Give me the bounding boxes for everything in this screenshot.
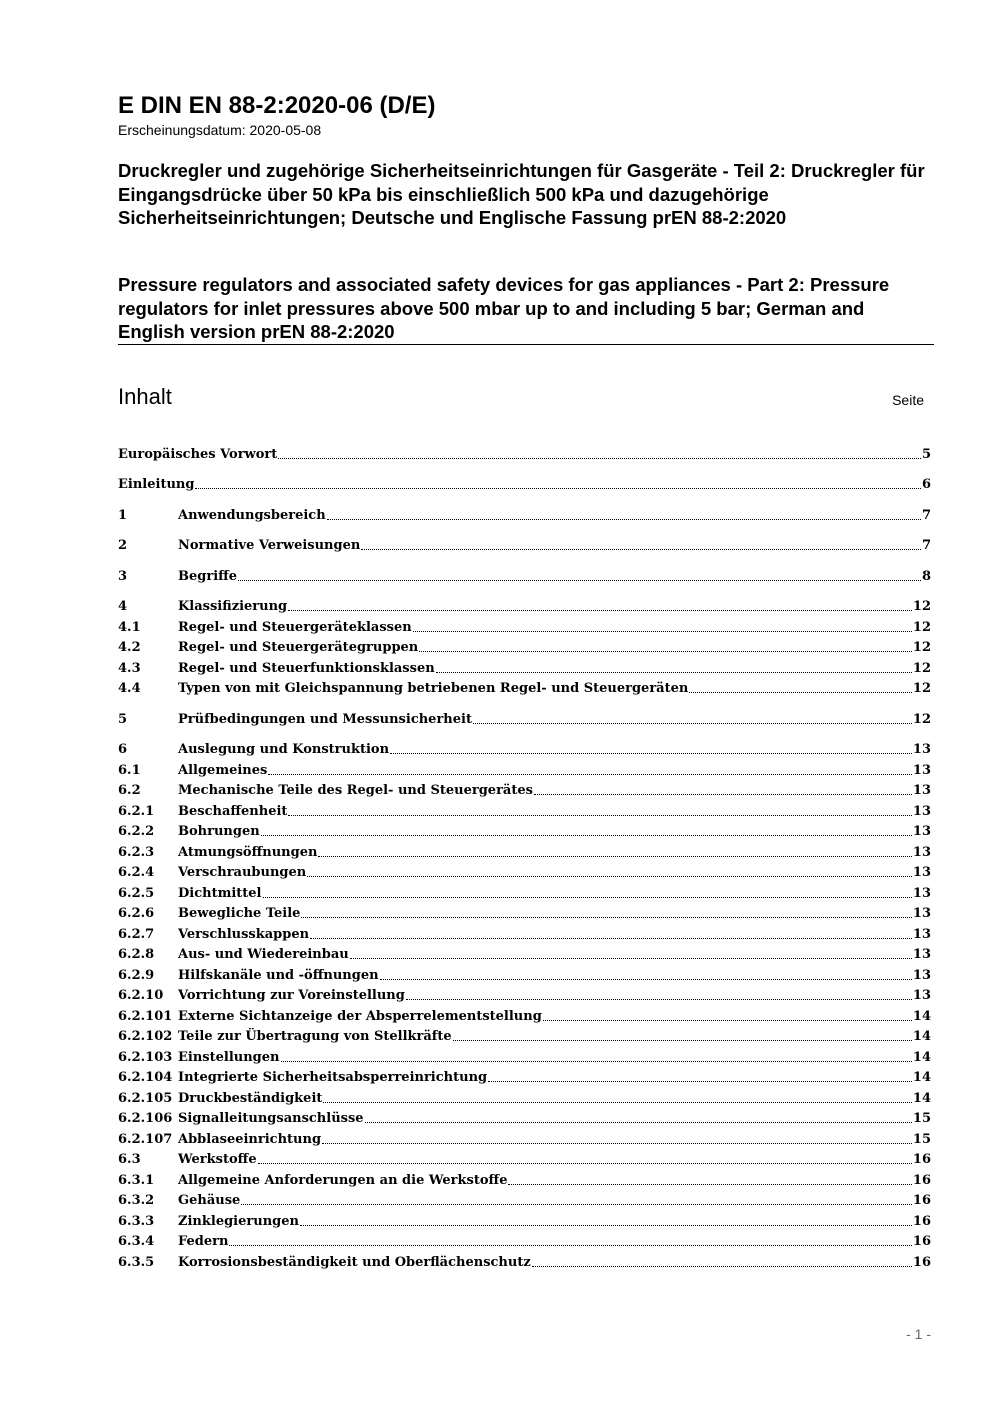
toc-dot-leader (390, 753, 912, 754)
toc-entry-page: 14 (912, 1090, 931, 1106)
toc-entry-number: 2 (118, 538, 128, 553)
toc-entry-page: 13 (912, 783, 931, 798)
toc-entry-number: 6.2.8 (118, 947, 155, 962)
toc-entry[interactable] (118, 656, 931, 677)
toc-entry[interactable] (118, 963, 931, 984)
toc-entry-page: 16 (912, 1234, 931, 1249)
toc-entry-title: Federn (178, 1234, 229, 1249)
toc-heading: Inhalt (118, 384, 172, 409)
toc-entry-number: 6.2.1 (118, 803, 155, 819)
toc-entry-page: 13 (912, 844, 931, 860)
table-of-contents (118, 442, 931, 1271)
toc-entry[interactable] (118, 1045, 931, 1066)
toc-entry-page: 12 (912, 711, 931, 727)
toc-dot-leader (268, 774, 912, 775)
toc-entry[interactable] (118, 984, 931, 1005)
toc-entry-title: Teile zur Übertragung von Stellkräfte (178, 1029, 452, 1044)
toc-dot-leader (406, 999, 912, 1000)
toc-entry[interactable] (118, 1107, 931, 1128)
toc-entry-title: Regel- und Steuergerätegruppen (178, 640, 419, 655)
toc-dot-leader (281, 1061, 912, 1062)
toc-entry-page: 7 (921, 507, 931, 523)
toc-entry-title: Regel- und Steuergeräteklassen (178, 619, 412, 635)
toc-entry-page: 13 (912, 824, 931, 839)
toc-entry-title: Typen von mit Gleichspannung betriebenen Regel- und Steuergeräten (178, 681, 689, 696)
toc-entry[interactable] (118, 1250, 931, 1271)
toc-entry-number: 6.1 (118, 762, 141, 778)
toc-entry-number: 1 (118, 507, 128, 523)
toc-entry-page: 13 (912, 988, 931, 1003)
toc-entry-page: 12 (912, 681, 931, 696)
toc-dot-leader (532, 1266, 912, 1267)
title-divider (118, 344, 934, 345)
toc-entry-page: 12 (912, 640, 931, 655)
toc-entry-title: Hilfskanäle und -öffnungen (178, 967, 379, 983)
toc-dot-leader (534, 794, 912, 795)
document-id: E DIN EN 88-2:2020-06 (D/E) (118, 92, 436, 119)
toc-entry-number: 6.2.102 (118, 1029, 173, 1044)
toc-entry-page: 6 (921, 477, 931, 492)
toc-entry-number: 6.2.6 (118, 906, 155, 921)
toc-entry-number: 4.1 (118, 619, 141, 635)
toc-entry-number: 5 (118, 711, 128, 727)
toc-entry-number: 6.2.107 (118, 1131, 173, 1147)
toc-entry[interactable] (118, 943, 931, 964)
toc-entry-page: 15 (912, 1131, 931, 1147)
toc-entry-title: Allgemeine Anforderungen an die Werkstoffe (178, 1172, 508, 1188)
toc-dot-leader (365, 1122, 912, 1123)
toc-dot-leader (258, 1163, 912, 1164)
toc-entry-title: Aus- und Wiedereinbau (178, 947, 349, 962)
toc-dot-leader (318, 856, 911, 857)
toc-entry-title: Regel- und Steuerfunktionsklassen (178, 660, 435, 676)
toc-dot-leader (350, 958, 912, 959)
toc-entry-page: 16 (912, 1213, 931, 1229)
toc-dot-leader (413, 631, 912, 632)
toc-dot-leader (473, 723, 912, 724)
toc-entry[interactable] (118, 677, 931, 698)
toc-entry[interactable] (118, 473, 931, 494)
toc-entry-number: 6.2.103 (118, 1049, 173, 1065)
toc-entry[interactable] (118, 1004, 931, 1025)
toc-entry-title: Einstellungen (178, 1049, 280, 1065)
toc-entry-title: Bewegliche Teile (178, 906, 301, 921)
toc-entry-title: Gehäuse (178, 1193, 241, 1208)
toc-entry[interactable] (118, 595, 931, 616)
toc-entry-title: Anwendungsbereich (178, 507, 326, 523)
title-english: Pressure regulators and associated safety devices for gas appliances - Part 2: Pressure regulators for inlet pressures above 500 mbar up to and including 5 bar; German and English version prEN 88-2:2020 (118, 274, 890, 342)
toc-entry-title: Allgemeines (178, 762, 268, 778)
toc-entry-number: 6.3.4 (118, 1234, 155, 1249)
toc-entry-number: 6.2.10 (118, 988, 164, 1003)
toc-entry-title: Beschaffenheit (178, 803, 288, 819)
toc-dot-leader (322, 1143, 912, 1144)
toc-entry-title: Atmungsöffnungen (178, 844, 318, 860)
toc-entry-page: 16 (912, 1152, 931, 1167)
toc-entry-page: 15 (912, 1111, 931, 1126)
toc-entry[interactable] (118, 534, 931, 555)
toc-entry-number: 6.2.3 (118, 844, 155, 860)
toc-entry-title: Einleitung (118, 477, 195, 492)
toc-entry[interactable] (118, 820, 931, 841)
toc-entry-number: 4.4 (118, 681, 141, 696)
toc-dot-leader (278, 458, 921, 459)
toc-dot-leader (229, 1245, 911, 1246)
toc-entry-page: 13 (912, 742, 931, 757)
toc-entry-number: 6.2.101 (118, 1008, 173, 1024)
toc-entry[interactable] (118, 738, 931, 759)
toc-entry[interactable] (118, 902, 931, 923)
toc-entry-number: 6.2.104 (118, 1070, 173, 1085)
toc-entry[interactable] (118, 615, 931, 636)
toc-entry-title: Integrierte Sicherheitsabsperreinrichtung (178, 1070, 488, 1085)
toc-entry-page: 13 (912, 967, 931, 983)
toc-entry[interactable] (118, 1209, 931, 1230)
toc-entry-number: 6 (118, 742, 128, 757)
toc-entry-page: 13 (912, 803, 931, 819)
toc-dot-leader (307, 876, 912, 877)
toc-dot-leader (288, 815, 911, 816)
title-german: Druckregler und zugehörige Sicherheitseinrichtungen für Gasgeräte - Teil 2: Druckregler für Eingangsdrücke über 50 kPa bis einschließlich 500 kPa und dazugehörige Sicherheitseinrichtungen; Deutsche und Englische Fassung prEN 88-2:2020 (118, 160, 925, 228)
toc-entry-page: 12 (912, 619, 931, 635)
toc-entry-title: Abblaseeinrichtung (178, 1131, 322, 1147)
toc-entry-title: Vorrichtung zur Voreinstellung (178, 988, 405, 1003)
toc-entry[interactable] (118, 799, 931, 820)
toc-entry-number: 6.3.2 (118, 1193, 155, 1208)
toc-entry[interactable] (118, 840, 931, 861)
toc-entry-page: 16 (912, 1193, 931, 1208)
toc-entry-page: 14 (912, 1029, 931, 1044)
toc-entry[interactable] (118, 636, 931, 657)
toc-dot-leader (323, 1102, 912, 1103)
toc-dot-leader (195, 488, 921, 489)
toc-entry-number: 6.3.1 (118, 1172, 155, 1188)
toc-entry[interactable] (118, 881, 931, 902)
toc-entry-page: 12 (912, 599, 931, 614)
toc-entry-number: 4.3 (118, 660, 141, 676)
toc-dot-leader (689, 692, 912, 693)
toc-entry-number: 6.2.106 (118, 1111, 173, 1126)
toc-entry[interactable] (118, 1086, 931, 1107)
toc-entry-number: 6.2.105 (118, 1090, 173, 1106)
toc-entry-title: Signalleitungsanschlüsse (178, 1111, 364, 1126)
toc-entry-page: 16 (912, 1172, 931, 1188)
toc-entry-number: 6.2.9 (118, 967, 155, 983)
toc-entry-number: 4.2 (118, 640, 141, 655)
toc-entry-number: 6.2.7 (118, 926, 155, 942)
toc-entry-title: Korrosionsbeständigkeit und Oberflächenschutz (178, 1254, 531, 1270)
toc-entry-page: 13 (912, 762, 931, 778)
toc-entry-title: Klassifizierung (178, 599, 288, 614)
toc-entry-page: 7 (921, 538, 931, 553)
toc-dot-leader (310, 938, 912, 939)
toc-entry[interactable] (118, 861, 931, 882)
toc-entry-title: Europäisches Vorwort (118, 446, 278, 462)
toc-entry-title: Normative Verweisungen (178, 538, 361, 553)
toc-entry-title: Dichtmittel (178, 885, 262, 901)
toc-entry-page: 13 (912, 906, 931, 921)
toc-entry-title: Begriffe (178, 568, 238, 584)
toc-entry-number: 6.3.5 (118, 1254, 155, 1270)
toc-entry[interactable] (118, 1025, 931, 1046)
toc-entry-page: 8 (921, 568, 931, 584)
toc-entry-page: 13 (912, 947, 931, 962)
toc-entry-page: 13 (912, 885, 931, 901)
toc-entry-number: 6.2.4 (118, 865, 155, 880)
toc-entry-number: 3 (118, 568, 128, 584)
toc-dot-leader (361, 549, 921, 550)
toc-dot-leader (453, 1040, 912, 1041)
toc-entry-number: 6.3.3 (118, 1213, 155, 1229)
toc-dot-leader (543, 1020, 912, 1021)
toc-entry-number: 4 (118, 599, 128, 614)
toc-entry-title: Externe Sichtanzeige der Absperrelementstellung (178, 1008, 542, 1024)
toc-entry[interactable] (118, 503, 931, 524)
toc-dot-leader (488, 1081, 912, 1082)
toc-dot-leader (419, 651, 912, 652)
toc-entry-title: Verschlusskappen (178, 926, 310, 942)
toc-dot-leader (380, 979, 912, 980)
toc-entry-page: 14 (912, 1008, 931, 1024)
toc-entry-page: 16 (912, 1254, 931, 1270)
toc-entry[interactable] (118, 1066, 931, 1087)
toc-dot-leader (241, 1204, 912, 1205)
toc-entry-number: 6.2.2 (118, 824, 155, 839)
toc-entry-title: Werkstoffe (178, 1152, 257, 1167)
page-number: - 1 - (906, 1326, 931, 1342)
toc-entry-page: 13 (912, 865, 931, 880)
toc-dot-leader (261, 835, 912, 836)
toc-dot-leader (288, 610, 912, 611)
toc-entry-number: 6.3 (118, 1152, 141, 1167)
toc-entry[interactable] (118, 1189, 931, 1210)
toc-entry[interactable] (118, 1168, 931, 1189)
toc-entry-page: 5 (921, 446, 931, 462)
toc-entry-title: Zinklegierungen (178, 1213, 299, 1229)
toc-entry[interactable] (118, 442, 931, 463)
toc-entry-page: 14 (912, 1049, 931, 1065)
toc-dot-leader (508, 1184, 911, 1185)
toc-entry-title: Verschraubungen (178, 865, 307, 880)
toc-entry[interactable] (118, 1148, 931, 1169)
toc-entry[interactable] (118, 922, 931, 943)
toc-entry-page: 12 (912, 660, 931, 676)
toc-entry[interactable] (118, 1230, 931, 1251)
toc-entry-page: 13 (912, 926, 931, 942)
toc-entry-title: Bohrungen (178, 824, 260, 839)
toc-entry-title: Auslegung und Konstruktion (178, 742, 390, 757)
toc-dot-leader (436, 672, 912, 673)
toc-dot-leader (327, 519, 921, 520)
toc-entry[interactable] (118, 758, 931, 779)
toc-entry[interactable] (118, 779, 931, 800)
toc-dot-leader (300, 1225, 912, 1226)
toc-entry-title: Mechanische Teile des Regel- und Steuergerätes (178, 783, 533, 798)
toc-entry[interactable] (118, 707, 931, 728)
toc-dot-leader (301, 917, 911, 918)
toc-dot-leader (263, 897, 912, 898)
toc-entry[interactable] (118, 1127, 931, 1148)
publication-date: Erscheinungsdatum: 2020-05-08 (118, 122, 322, 138)
toc-entry-title: Prüfbedingungen und Messunsicherheit (178, 711, 472, 727)
toc-entry-page: 14 (912, 1070, 931, 1085)
toc-entry[interactable] (118, 564, 931, 585)
toc-entry-number: 6.2 (118, 783, 141, 798)
toc-entry-number: 6.2.5 (118, 885, 155, 901)
toc-entry-title: Druckbeständigkeit (178, 1090, 323, 1106)
toc-dot-leader (238, 580, 921, 581)
toc-page-column-label: Seite (892, 392, 924, 408)
